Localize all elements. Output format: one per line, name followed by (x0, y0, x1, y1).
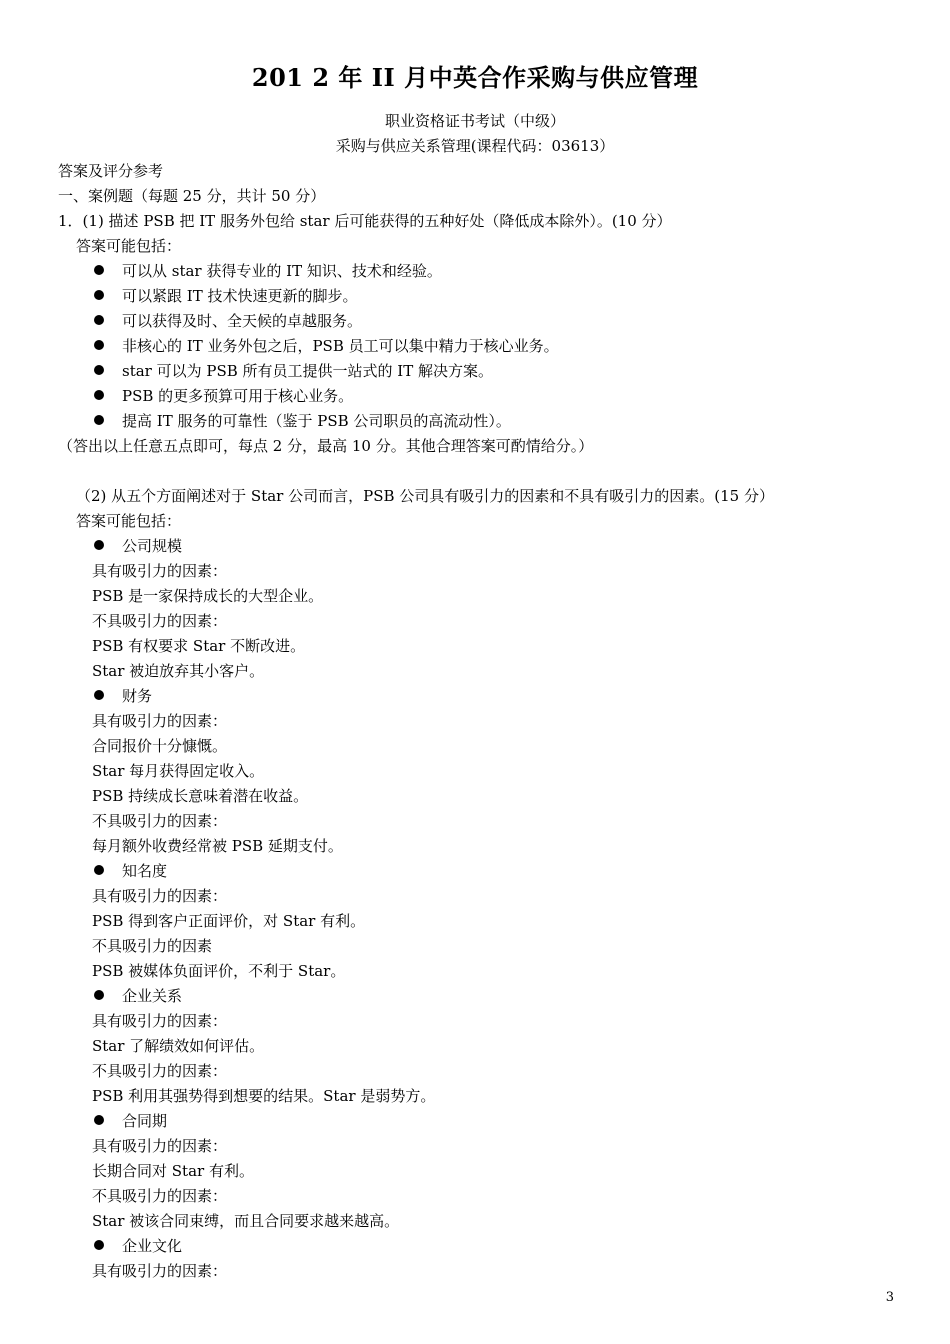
bullet-icon (94, 390, 104, 400)
line-text: 不具吸引力的因素： (92, 1062, 228, 1080)
q1-list-item (94, 360, 493, 381)
line-text: 具有吸引力的因素： (92, 1262, 228, 1280)
q2-answer-line (92, 560, 227, 581)
answer-intro-2: 答案可能包括： (76, 512, 182, 530)
bullet-icon (94, 315, 104, 325)
bullet-icon (94, 540, 104, 550)
bullet-icon (94, 290, 104, 300)
line-text: PSB 得到客户正面评价，对 Star 有利。 (92, 912, 366, 930)
line-text: 公司规模 (122, 537, 183, 555)
list-item-text: 可以紧跟 IT 技术快速更新的脚步。 (122, 287, 358, 305)
q2-answer-line (92, 1035, 264, 1056)
line-text: PSB 利用其强势得到想要的结果。Star 是弱势方。 (92, 1087, 436, 1105)
q2-answer-line (92, 1210, 399, 1231)
q2-aspect-heading (94, 1235, 182, 1256)
bullet-icon (94, 865, 104, 875)
q2-answer-line (92, 935, 212, 956)
line-text: 知名度 (122, 862, 168, 880)
line-text: 不具吸引力的因素： (92, 612, 228, 630)
q2-answer-line (92, 610, 227, 631)
bullet-icon (94, 1240, 104, 1250)
q1-list-item (94, 285, 357, 306)
q2-answer-line (92, 1135, 227, 1156)
q2-answer-line (92, 1010, 227, 1031)
line-text: PSB 有权要求 Star 不断改进。 (92, 637, 306, 655)
q2-answer-line (92, 885, 227, 906)
q2-aspect-heading (94, 985, 182, 1006)
q1-list-item (94, 260, 442, 281)
q1-list-item (94, 410, 511, 431)
q2-aspect-heading (94, 1110, 167, 1131)
q2-answer-line (92, 910, 365, 931)
list-item-text: star 可以为 PSB 所有员工提供一站式的 IT 解决方案。 (122, 362, 494, 380)
question-1-2: （2) 从五个方面阐述对于 Star 公司而言，PSB 公司具有吸引力的因素和不具有吸引力的因素。(15 分） (76, 487, 774, 505)
q2-answer-line (92, 735, 227, 756)
line-text: 每月额外收费经常被 PSB 延期支付。 (92, 837, 343, 855)
line-text: 长期合同对 Star 有利。 (92, 1162, 254, 1180)
line-text: 具有吸引力的因素： (92, 562, 228, 580)
answer-intro-1: 答案可能包括： (76, 237, 182, 255)
q2-answer-line (92, 1185, 227, 1206)
list-item-text: 可以获得及时、全天候的卓越服务。 (122, 312, 363, 330)
bullet-icon (94, 365, 104, 375)
line-text: 不具吸引力的因素 (92, 937, 213, 955)
line-text: Star 每月获得固定收入。 (92, 762, 265, 780)
line-text: 合同期 (122, 1112, 168, 1130)
q2-aspect-heading (94, 535, 182, 556)
line-text: Star 了解绩效如何评估。 (92, 1037, 265, 1055)
scoring-note: （答出以上任意五点即可，每点 2 分，最高 10 分。其他合理答案可酌情给分。） (58, 437, 594, 455)
line-text: Star 被该合同束缚，而且合同要求越来越高。 (92, 1212, 400, 1230)
question-1-1: 1．(1) 描述 PSB 把 IT 服务外包给 star 后可能获得的五种好处（降低成本除外）。(10 分） (58, 212, 672, 230)
list-item-text: PSB 的更多预算可用于核心业务。 (122, 387, 354, 405)
q2-answer-line (92, 835, 343, 856)
q2-aspect-heading (94, 685, 152, 706)
page-number: 3 (885, 1290, 894, 1305)
q2-answer-line (92, 585, 323, 606)
q2-answer-line (92, 1260, 227, 1281)
bullet-icon (94, 1115, 104, 1125)
page-title: 201 2 年 II 月中英合作采购与供应管理 (251, 63, 699, 92)
q2-aspect-heading (94, 860, 167, 881)
q2-answer-line (92, 1060, 227, 1081)
line-text: 不具吸引力的因素： (92, 812, 228, 830)
part-one-heading: 一、案例题（每题 25 分，共计 50 分） (58, 187, 326, 205)
line-text: Star 被迫放弃其小客户。 (92, 662, 265, 680)
q2-answer-line (92, 810, 227, 831)
answer-reference-heading: 答案及评分参考 (58, 162, 164, 180)
q2-answer-line (92, 785, 308, 806)
bullet-icon (94, 340, 104, 350)
line-text: 企业文化 (122, 1237, 183, 1255)
line-text: PSB 持续成长意味着潜在收益。 (92, 787, 309, 805)
line-text: 企业关系 (122, 987, 183, 1005)
line-text: 具有吸引力的因素： (92, 1012, 228, 1030)
q2-answer-line (92, 760, 264, 781)
q2-answer-line (92, 1160, 254, 1181)
q1-list-item (94, 310, 362, 331)
bullet-icon (94, 265, 104, 275)
list-item-text: 非核心的 IT 业务外包之后，PSB 员工可以集中精力于核心业务。 (122, 337, 559, 355)
line-text: PSB 是一家保持成长的大型企业。 (92, 587, 324, 605)
q2-answer-line (92, 635, 305, 656)
list-item-text: 可以从 star 获得专业的 IT 知识、技术和经验。 (122, 262, 442, 280)
line-text: 财务 (122, 687, 153, 705)
q1-list-item (94, 335, 559, 356)
q2-answer-line (92, 660, 264, 681)
bullet-icon (94, 415, 104, 425)
q2-answer-line (92, 1085, 435, 1106)
line-text: 不具吸引力的因素： (92, 1187, 228, 1205)
exam-subtitle: 职业资格证书考试（中级） (384, 112, 565, 130)
q2-answer-line (92, 710, 227, 731)
q1-list-item (94, 385, 353, 406)
line-text: 合同报价十分慷慨。 (92, 737, 228, 755)
course-subtitle: 采购与供应关系管理(课程代码：03613） (335, 137, 615, 155)
line-text: 具有吸引力的因素： (92, 887, 228, 905)
line-text: PSB 被媒体负面评价，不利于 Star。 (92, 962, 346, 980)
bullet-icon (94, 690, 104, 700)
bullet-icon (94, 990, 104, 1000)
list-item-text: 提高 IT 服务的可靠性（鉴于 PSB 公司职员的高流动性）。 (122, 412, 511, 430)
line-text: 具有吸引力的因素： (92, 1137, 228, 1155)
line-text: 具有吸引力的因素： (92, 712, 228, 730)
q2-answer-line (92, 960, 345, 981)
